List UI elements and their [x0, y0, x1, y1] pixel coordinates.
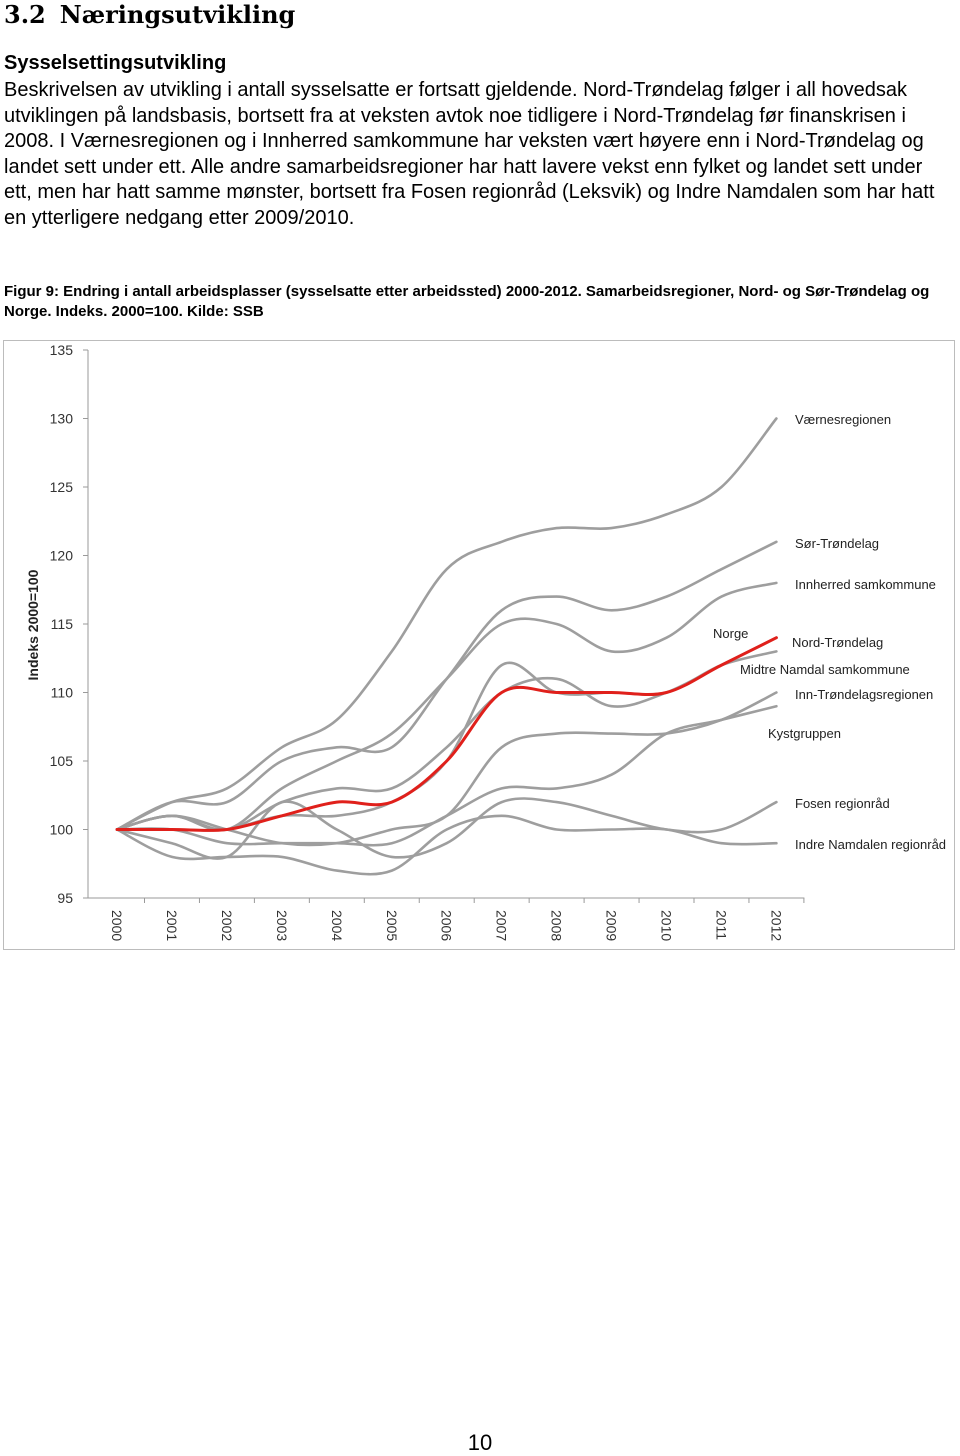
series-line-norge — [117, 638, 776, 831]
y-tick-label: 135 — [49, 342, 73, 358]
body-paragraph: Beskrivelsen av utvikling i antall sysselsatte er fortsatt gjeldende. Nord-Trøndelag følger i all hovedsak utviklingen på landsbasis, bortsett fra at veksten avtok noe tidligere i Nord-Trøndelag før finanskrisen i 2008. I Værnesregionen og i Innherred samkommune har veksten vært høyere enn i Nord-Trøndelag og landet sett under ett. Alle andre samarbeidsregioner har hatt lavere vekst enn fylket og landet sett under ett, men har hatt samme mønster, bortsett fra Fosen regionråd (Leksvik) og Indre Namdalen som har hatt en ytterligere nedgang etter 2009/2010. — [4, 79, 935, 229]
x-tick-label: 2009 — [603, 910, 620, 942]
series-label: Inn-Trøndelagsregionen — [795, 687, 934, 702]
x-tick-label: 2003 — [273, 910, 290, 942]
series-line-inn-trøndelagsregionen — [117, 693, 776, 845]
y-tick-label: 110 — [50, 684, 73, 701]
y-axis-title: Indeks 2000=100 — [25, 569, 41, 681]
x-tick-label: 2005 — [383, 910, 400, 942]
y-tick-label: 95 — [57, 890, 73, 906]
y-tick-label: 130 — [49, 410, 73, 427]
series-label: Nord-Trøndelag — [792, 635, 884, 650]
series-label: Værnesregionen — [795, 412, 892, 427]
y-tick-label: 105 — [49, 753, 73, 769]
x-tick-label: 2012 — [768, 910, 785, 942]
page-number: 10 — [467, 1430, 493, 1455]
subheading: Sysselsettingsutvikling — [4, 52, 227, 74]
y-tick-label: 120 — [49, 547, 73, 564]
x-tick-label: 2007 — [493, 910, 510, 942]
x-tick-label: 2011 — [713, 910, 730, 941]
x-tick-label: 2004 — [328, 910, 345, 942]
y-tick-label: 100 — [49, 821, 73, 838]
series-label: Midtre Namdal samkommune — [740, 662, 910, 677]
section-heading: Næringsutvikling — [59, 0, 296, 29]
series-label: Innherred samkommune — [795, 577, 936, 592]
x-tick-label: 2006 — [438, 910, 455, 942]
y-tick-label: 125 — [49, 479, 73, 495]
x-tick-label: 2000 — [109, 910, 125, 942]
series-line-nord-trøndelag — [117, 638, 776, 830]
x-tick-label: 2002 — [218, 910, 235, 942]
x-tick-label: 2008 — [548, 910, 565, 942]
series-line-indre-namdalen-regionråd — [117, 816, 776, 874]
series-label: Kystgruppen — [768, 726, 841, 741]
section-number: 3.2 — [4, 0, 46, 29]
series-label: Fosen regionråd — [795, 796, 890, 811]
series-label: Norge — [713, 626, 749, 641]
figure-caption: Figur 9: Endring i antall arbeidsplasser (sysselsatte etter arbeidssted) 2000-2012. Samarbeidsregioner, Nord- og Sør-Trøndelag og Norge. Indeks. 2000=100. Kilde: SSB — [4, 283, 930, 320]
series-line-kystgruppen — [117, 706, 776, 845]
series-label: Indre Namdalen regionråd — [795, 837, 947, 852]
y-tick-label: 115 — [50, 616, 73, 632]
series-label: Sør-Trøndelag — [795, 536, 880, 551]
x-tick-label: 2010 — [658, 910, 675, 942]
x-tick-label: 2001 — [163, 910, 180, 942]
series-line-sør-trøndelag — [117, 542, 776, 830]
series-line-værnesregionen — [117, 419, 776, 830]
